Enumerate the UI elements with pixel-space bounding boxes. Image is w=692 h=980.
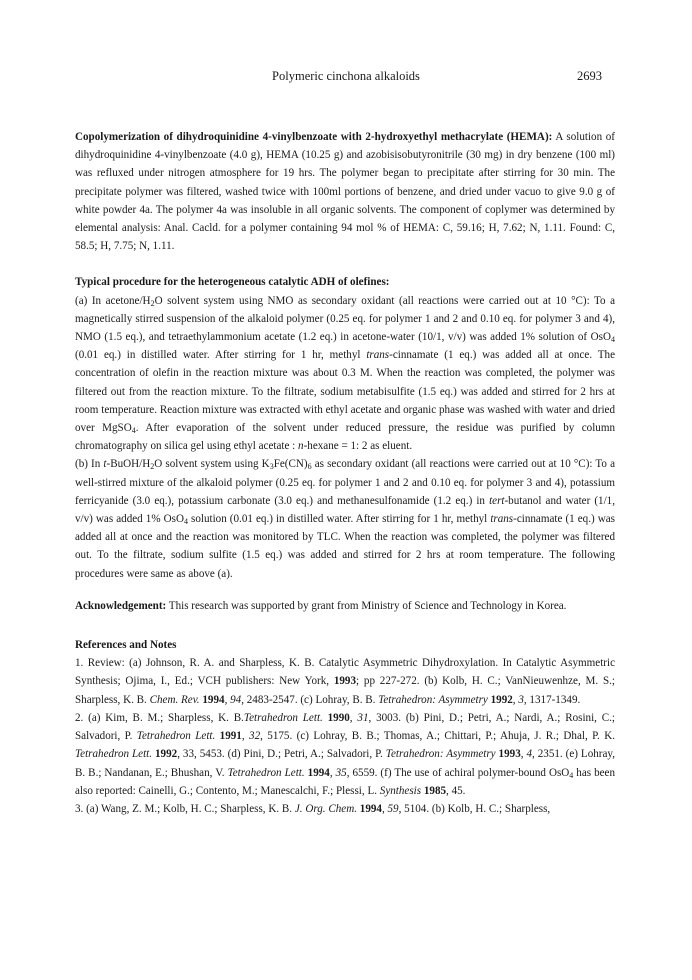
text-run: , 2483-2547. (c) Lohray, B. B. xyxy=(241,693,379,706)
procedure-heading: Typical procedure for the heterogeneous catalytic ADH of olefines: xyxy=(75,276,390,289)
italic-run: 94 xyxy=(230,693,242,706)
acknowledgement-paragraph xyxy=(75,597,615,615)
text-run: , 6559. (f) The use of achiral polymer-bound OsO xyxy=(346,766,570,779)
italic-run: 35 xyxy=(335,766,347,779)
text-run: ; pp 227-272. (b) Kolb, H. C.; VanNieuwenhze, M. S.; Sharpless, K. B. xyxy=(75,675,615,706)
bold-run: 1992 xyxy=(155,748,178,761)
bold-run: 1994 xyxy=(307,766,330,779)
text-run: 1. Review: (a) Johnson, R. A. and Sharpless, K. B. Catalytic Asymmetric Dihydroxylation. In Catalytic Asymmetric Synthesis; Ojima, I., Ed.; VCH publishers: New York, xyxy=(75,657,615,688)
text-run: , xyxy=(512,693,519,706)
bold-run: 1991 xyxy=(219,730,242,743)
bold-run: 1994 xyxy=(359,802,382,815)
italic-run: t xyxy=(103,458,107,471)
italic-run: trans xyxy=(490,513,514,526)
acknowledgement-heading: Acknowledgement: xyxy=(75,599,167,612)
text-run: , xyxy=(329,766,336,779)
text-run: , xyxy=(381,802,388,815)
text-run: O solvent system using K xyxy=(154,458,270,471)
italic-run: Chem. Rev. xyxy=(149,693,200,706)
text-run: . After evaporation of the solvent under reduced pressure, the residue was purified by column chromatography on silica gel using ethyl acetate : xyxy=(75,422,615,453)
subscript: 2 xyxy=(150,462,155,472)
text-run: as secondary oxidant (all reactions were carried out at 10 °C): To a well-stirred mixture of the alkaloid polymer (0.25 eq. for polymer 1 and 2 and 0.10 eq. for polymer 3 and 4), potassium ferricyanide (3.0 eq.), potassium carbonate (3.0 eq.) and methanesulfonamide (1.2 eq.) in xyxy=(75,458,615,507)
text-run: 2. (a) Kim, B. M.; Sharpless, K. B. xyxy=(75,711,244,724)
italic-run: Tetrahedron: Asymmetry xyxy=(378,693,488,706)
italic-run: Tetrahedron: Asymmetry xyxy=(385,748,496,761)
bold-run: 1985 xyxy=(423,784,447,797)
bold-run: 1993 xyxy=(498,748,521,761)
text-run: -hexane = 1: 2 as eluent. xyxy=(303,440,413,453)
running-header xyxy=(0,68,692,84)
text-run: -cinnamate (1 eq.) was added all at once and the reaction was monitored by TLC. When the reaction was completed, the polymer was filtered out. To the filtrate, sodium sulfite (1.5 eq.) was added and stirred for 2 hrs at room temperature. The following procedures were same as above (a). xyxy=(75,513,615,580)
references-heading: References and Notes xyxy=(75,639,177,652)
italic-run: Tetrahedron Lett. xyxy=(227,766,305,779)
subscript: 4 xyxy=(131,426,136,436)
italic-run: J. Org. Chem. xyxy=(294,802,357,815)
text-run: , 45. xyxy=(446,784,466,797)
acknowledgement-text: This research was supported by grant from Ministry of Science and Technology in Korea. xyxy=(166,599,567,612)
subscript: 4 xyxy=(569,770,574,780)
subscript: 4 xyxy=(611,335,615,345)
bold-run: 1992 xyxy=(490,693,513,706)
italic-run: Tetrahedron Lett. xyxy=(243,711,323,724)
text-run: , xyxy=(224,693,231,706)
text-run: -butanol and water (1/1, v/v) was added 1% OsO xyxy=(75,494,615,526)
subscript: 2 xyxy=(150,298,155,308)
text-run: -cinnamate (1 eq.) was added all at once. The concentration of olefin in the reaction mixture was about 0.3 M. When the reaction was completed, the polymer was filtered out from the reaction mixture. To the filtrate, sodium metabisulfite (1.5 eq.) was added and stirred for 2 hrs at room temperature. Reaction mixture was extracted with ethyl acetate and organic phase was washed with water and dried over MgSO xyxy=(75,349,615,435)
italic-run: 4 xyxy=(526,748,533,761)
text-run: Fe(CN) xyxy=(273,458,308,471)
italic-run: 3 xyxy=(518,693,524,706)
bold-run: 1993 xyxy=(333,675,357,688)
page-number: 2693 xyxy=(577,69,602,83)
copolymerization-heading: Copolymerization of dihydroquinidine 4-vinylbenzoate with 2-hydroxyethyl methacrylate (HEMA): xyxy=(75,131,553,143)
text-run: has been also reported: Cainelli, G.; Contento, M.; Manescalchi, F.; Plessi, L. xyxy=(75,766,616,797)
text-run: (a) In acetone/H xyxy=(75,294,151,307)
text-run: solution (0.01 eq.) in distilled water. After stirring for 1 hr, methyl xyxy=(187,513,491,526)
italic-run: 31 xyxy=(357,711,369,724)
text-run: , 33, 5453. (d) Pini, D.; Petri, A.; Salvadori, P. xyxy=(177,748,386,761)
procedure-a-paragraph xyxy=(75,292,615,456)
text-run: 3. (a) Wang, Z. M.; Kolb, H. C.; Sharpless, K. B. xyxy=(75,802,295,815)
text-run: (0.01 eq.) in distilled water. After stirring for 1 hr, methyl xyxy=(75,349,367,362)
italic-run: 32 xyxy=(249,730,261,743)
text-run: , xyxy=(520,748,527,761)
text-run: , xyxy=(349,711,358,724)
text-run: , xyxy=(241,730,250,743)
copolymerization-paragraph xyxy=(75,128,615,255)
italic-run: 59 xyxy=(387,802,399,815)
italic-run: tert xyxy=(489,494,505,507)
running-title: Polymeric cinchona alkaloids xyxy=(272,69,420,83)
bold-run: 1990 xyxy=(327,711,350,724)
italic-run: trans xyxy=(366,349,390,362)
subscript: 6 xyxy=(307,462,312,472)
reference-1 xyxy=(75,654,615,709)
text-run: O solvent system using NMO as secondary oxidant (all reactions were carried out at 10 °C): To a magnetically stirred suspension of the alkaloid polymer (0.25 eq. for polymer 1 and 2 and 0.10 eq. for polymer 3 and 4), NMO (1.5 eq.), and tetraethylammonium acetate (1.2 eq.) in acetone-water (10/1, v/v) was added 1% solution of OsO xyxy=(75,294,615,344)
text-run: -BuOH/H xyxy=(106,458,151,471)
text-run: , 5175. (c) Lohray, B. B.; Thomas, A.; Chittari, P.; Ahuja, J. R.; Dhal, P. K. xyxy=(260,730,616,743)
text-run: , 5104. (b) Kolb, H. C.; Sharpless, xyxy=(398,802,551,815)
text-run: , 1317-1349. xyxy=(523,693,581,706)
copolymerization-text: A solution of dihydroquinidine 4-vinylbenzoate (4.0 g), HEMA (10.25 g) and azobisisobutyronitrile (30 mg) in dry benzene (100 ml) was refluxed under nitrogen atmosphere for 19 hrs. The polymer began to precipitate after stirring for 30 min. The precipitate polymer was filtered, washed twice with 100ml portions of benzene, and dried under vacuo to give 9.0 g of white powder 4a. The polymer 4a was insoluble in all organic solvents. The component of coplymer was determined by elemental analysis: Anal. Cacld. for a polymer containing 94 mol % of HEMA: C, 59.16; H, 7.62; N, 1.11. Found: C, 58.5; H, 7.75; N, 1.11. xyxy=(75,131,615,253)
subscript: 3 xyxy=(269,462,274,472)
text-run: (b) In xyxy=(75,458,104,471)
text-run: , 3003. (b) Pini, D.; Petri, A.; Nardi, A.; Rosini, C.; Salvadori, P. xyxy=(75,711,616,743)
subscript: 4 xyxy=(183,517,188,527)
bold-run: 1994 xyxy=(202,693,225,706)
italic-run: Tetrahedron Lett. xyxy=(136,730,216,743)
italic-run: Tetrahedron Lett. xyxy=(75,748,153,761)
italic-run: Synthesis xyxy=(379,784,422,797)
reference-3 xyxy=(75,800,615,818)
article-body xyxy=(75,128,615,818)
italic-run: n xyxy=(298,440,304,453)
text-run: , 2351. (e) Lohray, B. B.; Nandanan, E.; Bhushan, V. xyxy=(75,748,616,779)
procedure-b-paragraph xyxy=(75,455,615,582)
reference-2 xyxy=(75,709,615,800)
